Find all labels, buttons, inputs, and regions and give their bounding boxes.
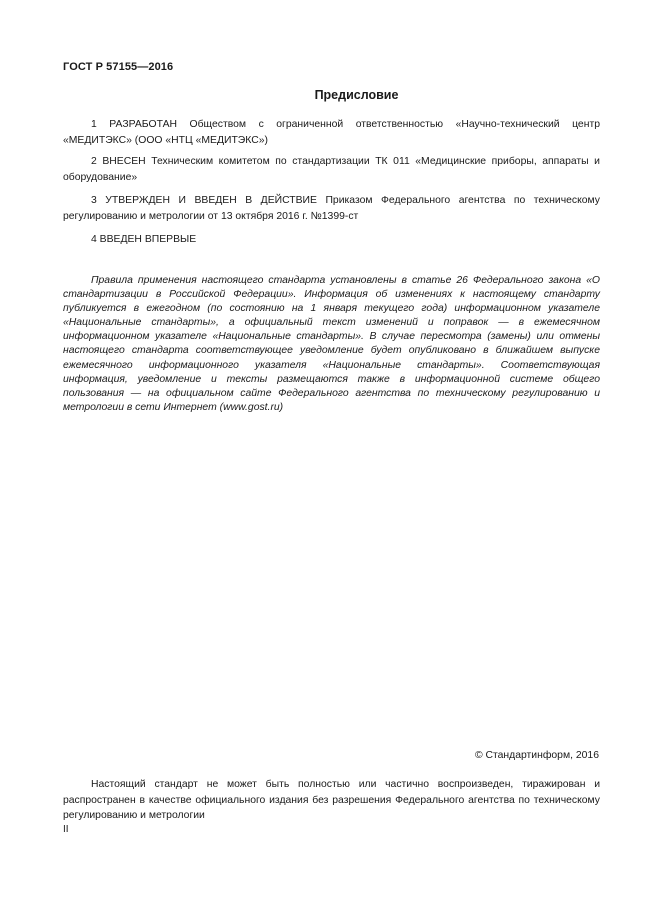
copyright-line: © Стандартинформ, 2016 <box>474 750 599 761</box>
foreword-item-approved: 3 УТВЕРЖДЕН И ВВЕДЕН В ДЕЙСТВИЕ Приказом Федерального агентства по техническому регулированию и метрологии от 13 октября 2016 г. №1399-ст <box>63 195 600 222</box>
foreword-item-first-introduced: 4 ВВЕДЕН ВПЕРВЫЕ <box>91 234 197 245</box>
foreword-item-introduced: 2 ВНЕСЕН Техническим комитетом по стандартизации ТК 011 «Медицинские приборы, аппараты и оборудование» <box>63 156 600 183</box>
application-rules-notice: Правила применения настоящего стандарта установлены в статье 26 Федерального закона «О стандартизации в Российской Федерации». Информация об изменениях к настоящему стандарту публикуется в ежегодном (по состоянию на 1 января текущего года) информационном указателе «Национальные стандарты», а официальный текст изменений и поправок — в ежемесячном информационном указателе «Национальные стандарты». В случае пересмотра (замены) или отмены настоящего стандарта соответствующее уведомление будет опубликовано в ближайшем выпуске ежемесячного информационного указателя «Национальные стандарты». Соответствующая информация, уведомление и тексты размещаются также в информационной системе общего пользования — на официальном сайте Федерального агентства по техническому регулированию и метрологии в сети Интернет (www.gost.ru) <box>63 275 600 413</box>
reproduction-restriction-note: Настоящий стандарт не может быть полностью или частично воспроизведен, тиражирован и распространен в качестве официального издания без разрешения Федерального агентства по техническому регулированию и метрологии <box>63 779 600 821</box>
standard-code-header: ГОСТ Р 57155—2016 <box>63 61 174 73</box>
page-number: II <box>63 824 69 835</box>
foreword-item-developed: 1 РАЗРАБОТАН Обществом с ограниченной ответственностью «Научно-технический центр «МЕДИТЭКС» (ООО «НТЦ «МЕДИТЭКС») <box>63 119 600 146</box>
page-title: Предисловие <box>314 88 399 102</box>
